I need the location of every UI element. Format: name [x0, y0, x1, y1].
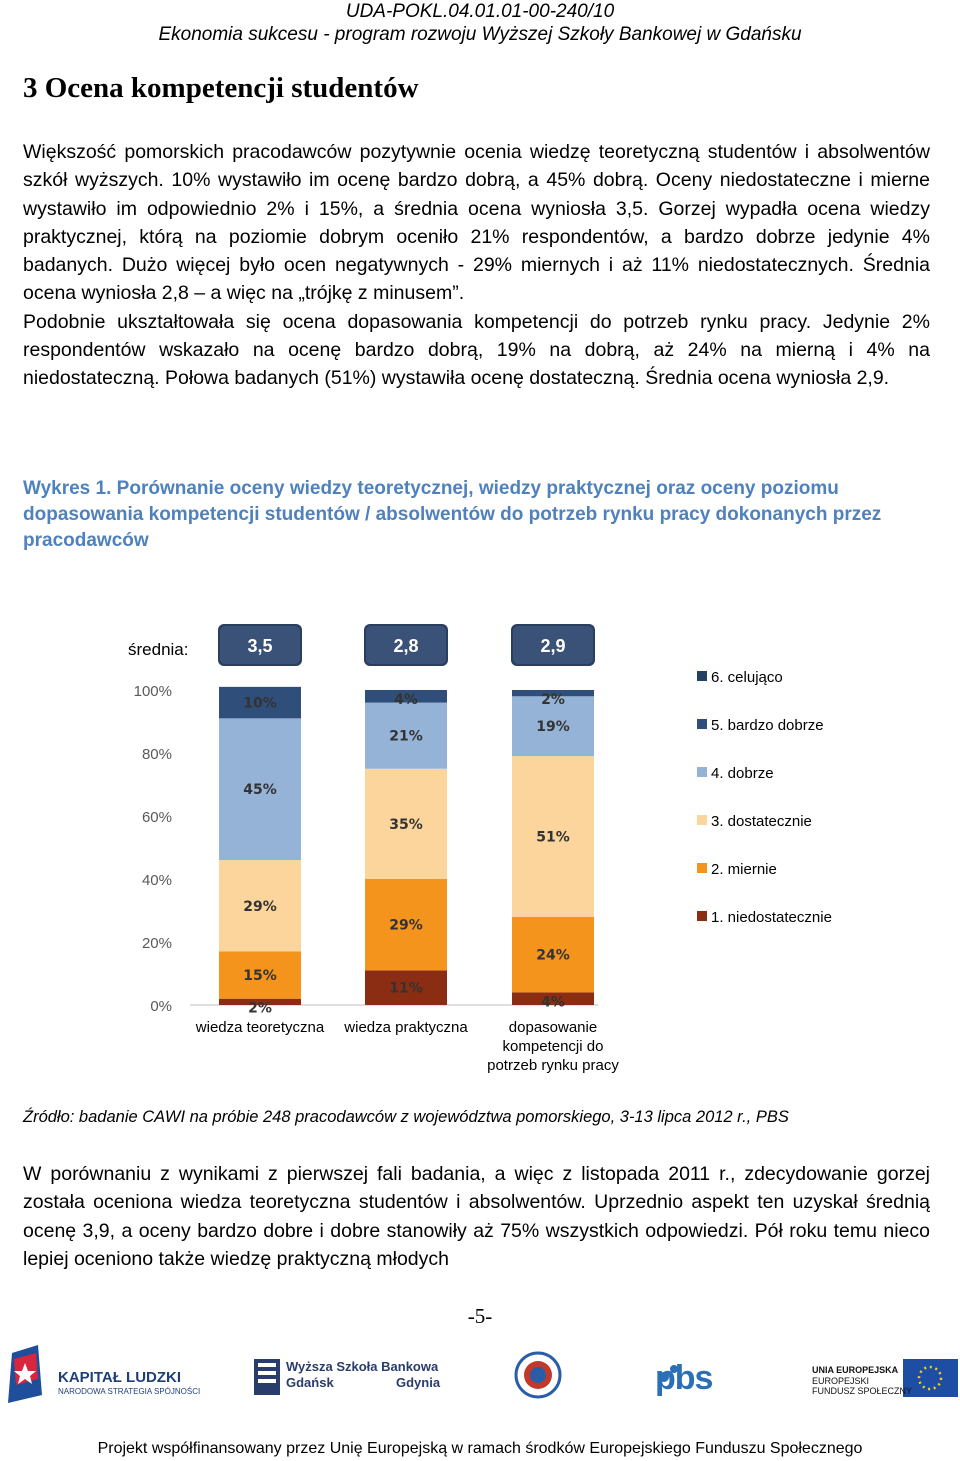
data-label: 24% [536, 947, 570, 964]
paragraph: Podobnie ukształtowała się ocena dopasowania kompetencji do potrzeb rynku pracy. Jedynie 2% respondentów wskazało na ocenę bardzo dobrą, 19% na dobrą, aż 24% na mierną i 4% na niedostateczną. Połowa badanych (51%) wystawiła ocenę dostateczną. Średnia ocena wyniosła 2,9. [23, 310, 930, 390]
data-label: 11% [389, 980, 423, 997]
y-tick-label: 100% [133, 683, 172, 700]
y-tick-label: 80% [141, 746, 172, 763]
average-value: 2,9 [540, 636, 566, 656]
paragraph: W porównaniu z wynikami z pierwszej fali badania, a więc z listopada 2011 r., zdecydowanie gorzej została oceniona wiedza teoretyczna studentów i absolwentów. Uprzednio aspekt ten uzyskał średnią ocenę 3,9, a oceny bardzo dobre i dobre stanowiły aż 75% wszystkich odpowiedzi. Pół roku temu nieco lepiej oceniono także wiedzę praktyczną młodych [23, 1163, 930, 1270]
data-label: 4% [541, 994, 565, 1011]
section-title: 3 Ocena kompetencji studentów [23, 72, 419, 104]
project-code: UDA-POKL.04.01.01-00-240/10 [345, 1, 615, 22]
logo-strip [0, 1345, 960, 1415]
source-note: Źródło: badanie CAWI na próbie 248 pracodawców z województwa pomorskiego, 3-13 lipca 2012 r., PBS [23, 1108, 789, 1126]
y-tick-label: 60% [141, 809, 172, 826]
after-text [23, 1160, 930, 1273]
pbs-wordmark: pbs [655, 1359, 713, 1397]
data-label: 2% [541, 692, 565, 708]
y-tick-label: 40% [141, 872, 172, 889]
data-label: 15% [243, 968, 277, 985]
kl-title: KAPITAŁ LUDZKI [58, 1369, 182, 1386]
data-label: 4% [394, 692, 418, 708]
page-number: -5- [467, 1304, 493, 1328]
chart-caption [23, 476, 923, 554]
average-value: 2,8 [393, 636, 419, 656]
data-label: 29% [243, 898, 277, 915]
data-label: 19% [536, 719, 570, 736]
data-label: 10% [243, 695, 277, 712]
legend-label: 2. miernie [711, 861, 777, 878]
data-label: 35% [389, 816, 423, 833]
kl-subtitle: NARODOWA STRATEGIA SPÓJNOŚCI [58, 1387, 201, 1396]
page-footer: Projekt współfinansowany przez Unię Europejską w ramach środków Europejskiego Funduszu Społecznego [97, 1440, 863, 1457]
data-label: 21% [389, 728, 423, 745]
category-label: kompetencji do [502, 1038, 604, 1055]
wsb-crest-icon [254, 1359, 280, 1395]
wsb-name: Wyższa Szkoła Bankowa [286, 1359, 439, 1374]
category-label: potrzeb rynku pracy [487, 1057, 619, 1074]
data-label: 2% [248, 1000, 272, 1017]
program-name: Ekonomia sukcesu - program rozwoju Wyższej Szkoły Bankowej w Gdańsku [158, 24, 802, 45]
eu-line2: EUROPEJSKI [812, 1376, 870, 1386]
legend-swatch [697, 911, 707, 921]
eu-line3: FUNDUSZ SPOŁECZNY [812, 1386, 913, 1396]
legend-label: 1. niedostatecznie [711, 909, 832, 926]
average-value: 3,5 [247, 636, 273, 656]
legend-label: 3. dostatecznie [711, 813, 812, 830]
legend-label: 4. dobrze [711, 765, 774, 782]
legend-swatch [697, 767, 707, 777]
page-header [0, 0, 960, 46]
seal-logo-icon [516, 1353, 560, 1397]
category-label: wiedza teoretyczna [195, 1019, 325, 1036]
legend-swatch [697, 815, 707, 825]
y-tick-label: 20% [141, 935, 172, 952]
intro-text [23, 138, 930, 393]
legend-swatch [697, 671, 707, 681]
kapital-ludzki-logo [8, 1345, 42, 1403]
legend-swatch [697, 719, 707, 729]
y-tick-label: 0% [150, 998, 172, 1015]
data-label: 45% [243, 782, 277, 799]
eu-line1: UNIA EUROPEJSKA [812, 1365, 899, 1375]
data-label: 51% [536, 829, 570, 846]
wsb-city-gdynia: Gdynia [396, 1375, 441, 1390]
data-label: 29% [389, 917, 423, 934]
stacked-bar-chart [0, 600, 960, 1090]
average-label: średnia: [128, 640, 189, 659]
caption-text: Porównanie oceny wiedzy teoretycznej, wiedzy praktycznej oraz oceny poziomu dopasowania kompetencji studentów / absolwentów do potrzeb rynku pracy dokonanych przez pracodawców [23, 478, 882, 551]
legend-swatch [697, 863, 707, 873]
legend-label: 5. bardzo dobrze [711, 717, 824, 734]
wsb-city-gdansk: Gdańsk [286, 1375, 334, 1390]
caption-prefix: Wykres 1. [23, 478, 112, 499]
legend-label: 6. celująco [711, 669, 783, 686]
category-label: wiedza praktyczna [344, 1019, 468, 1036]
category-label: dopasowanie [508, 1019, 598, 1036]
paragraph: Większość pomorskich pracodawców pozytywnie ocenia wiedzę teoretyczną studentów i absolwentów szkół wyższych. 10% wystawiło im ocenę bardzo dobrą, a 45% dobrą. Oceny niedostateczne i mierne wystawiło im odpowiednio 2% i 15%, a średnia ocena wyniosła 3,5. Gorzej wypadła ocena wiedzy praktycznej, którą na poziomie dobrym oceniło 21% respondentów, a bardzo dobrze jedynie 4% badanych. Dużo więcej było ocen negatywnych - 29% miernych i aż 11% niedostatecznych. Średnia ocena wyniosła 2,8 – a więc na „trójkę z minusem”. [23, 141, 930, 305]
